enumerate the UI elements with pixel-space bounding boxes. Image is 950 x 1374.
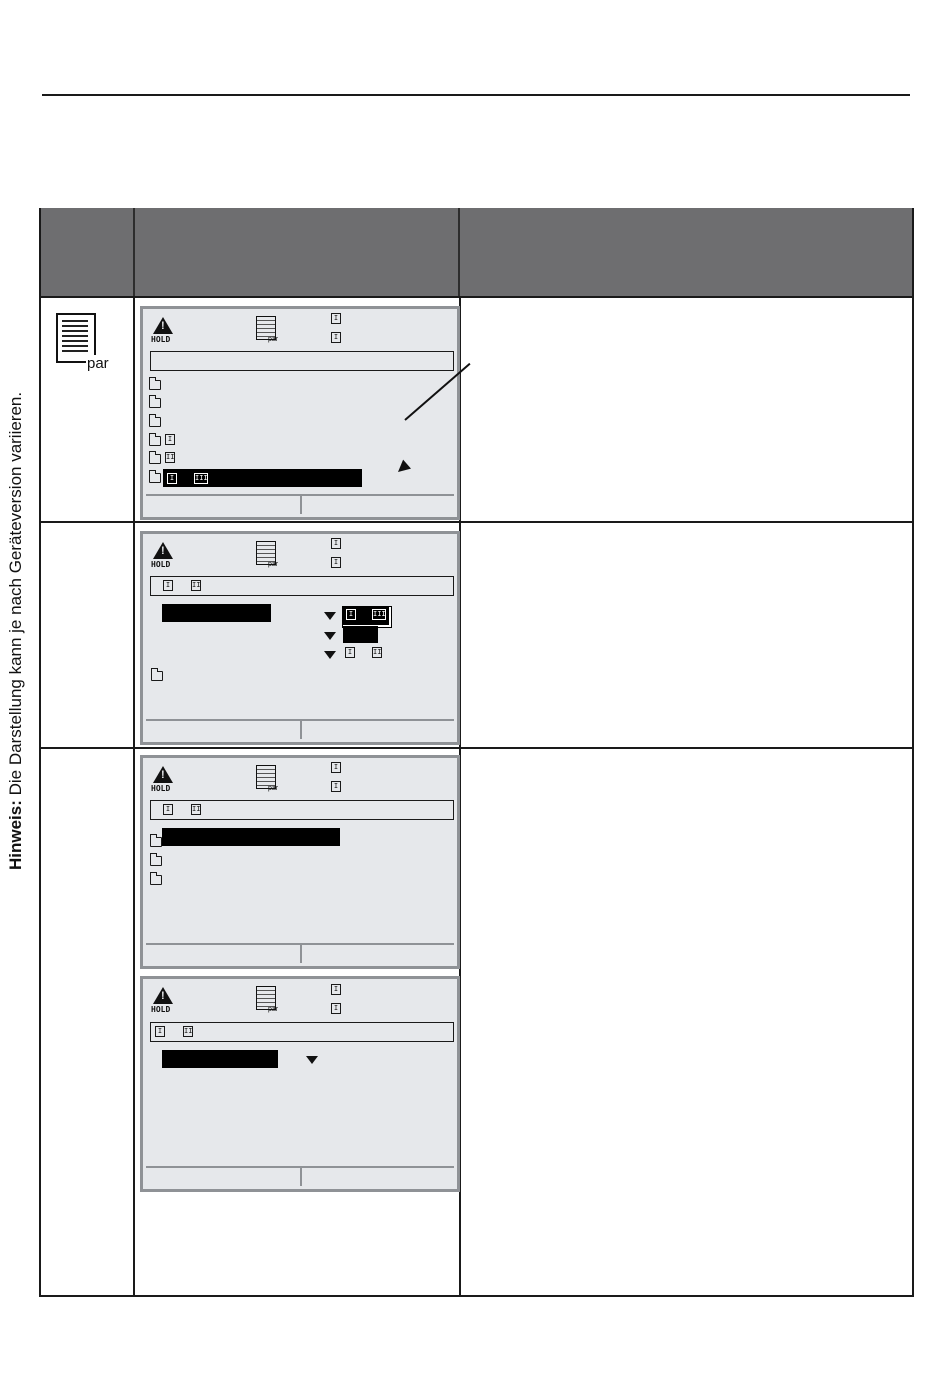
- softkey-bar[interactable]: [146, 943, 454, 963]
- channel-i-icon: I: [331, 984, 341, 995]
- channel-ii-icon: II: [166, 453, 175, 461]
- channel-i-icon: I: [331, 332, 341, 343]
- version-hint: Hinweis: Die Darstellung kann je nach Geräteversion variieren.: [6, 391, 25, 870]
- channel-i-icon: I: [155, 1026, 165, 1037]
- channel-iii-icon: III: [195, 474, 208, 482]
- hold-warning-icon: ! HOLD: [151, 317, 175, 345]
- channel-i-icon: I: [331, 538, 341, 549]
- hold-warning-icon: ! HOLD: [151, 542, 175, 570]
- row-divider: [39, 521, 914, 523]
- channel-i-icon: I: [331, 781, 341, 792]
- column-divider: [133, 296, 135, 1296]
- folder-icon: [150, 856, 162, 866]
- table-border-bottom: [39, 1295, 914, 1297]
- channel-ii-icon: II: [192, 805, 201, 813]
- header-divider: [133, 208, 135, 296]
- channel-i-icon: I: [346, 609, 356, 620]
- channel-iii-icon: III: [373, 610, 386, 618]
- folder-icon: [149, 417, 161, 427]
- folder-icon: [149, 436, 161, 446]
- dropdown-arrow-icon[interactable]: [324, 632, 336, 640]
- channel-i-icon: I: [163, 580, 173, 591]
- menu-title-bar: [150, 351, 454, 371]
- dropdown-arrow-icon[interactable]: [306, 1056, 318, 1064]
- channel-i-icon: I: [331, 313, 341, 324]
- row-divider: [39, 747, 914, 749]
- channel-i-icon: I: [331, 557, 341, 568]
- parameter-document-icon: par: [56, 313, 96, 365]
- menu-title-bar: [150, 800, 454, 820]
- dropdown-arrow-icon[interactable]: [324, 651, 336, 659]
- channel-i-icon: I: [345, 647, 355, 658]
- folder-icon: [149, 454, 161, 464]
- row-divider: [39, 296, 914, 298]
- folder-icon: [149, 473, 161, 483]
- selected-menu-item[interactable]: [162, 828, 340, 846]
- channel-i-icon: I: [331, 1003, 341, 1014]
- device-display-1: ! HOLD par I I I II I III: [140, 306, 460, 520]
- folder-icon: [149, 380, 161, 390]
- channel-ii-icon: II: [184, 1027, 193, 1035]
- selected-parameter[interactable]: [162, 604, 271, 622]
- softkey-bar[interactable]: [146, 494, 454, 514]
- device-display-3: ! HOLD par I I I II: [140, 755, 460, 969]
- folder-icon: [150, 875, 162, 885]
- softkey-bar[interactable]: [146, 1166, 454, 1186]
- folder-icon: [149, 398, 161, 408]
- dropdown-arrow-icon[interactable]: [324, 612, 336, 620]
- channel-i-icon: I: [167, 473, 177, 484]
- folder-icon: [151, 671, 163, 681]
- selected-parameter[interactable]: [162, 1050, 278, 1068]
- channel-i-icon: I: [331, 762, 341, 773]
- menu-title-bar: [150, 576, 454, 596]
- device-display-4: ! HOLD par I I I II: [140, 976, 460, 1192]
- channel-i-icon: I: [163, 804, 173, 815]
- table-border-left: [39, 208, 41, 1296]
- device-display-2: ! HOLD par I I I II I III I II: [140, 531, 460, 745]
- hold-warning-icon: ! HOLD: [151, 766, 175, 794]
- softkey-bar[interactable]: [146, 719, 454, 739]
- selected-menu-item[interactable]: [163, 469, 362, 487]
- folder-icon: [150, 837, 162, 847]
- header-divider: [458, 208, 460, 296]
- channel-ii-icon: II: [373, 648, 382, 656]
- top-rule: [42, 94, 910, 96]
- channel-i-icon: I: [165, 434, 175, 445]
- table-border-right: [912, 208, 914, 1296]
- selected-value[interactable]: [343, 626, 378, 643]
- channel-ii-icon: II: [192, 581, 201, 589]
- table-header: [40, 208, 914, 296]
- menu-title-bar: [150, 1022, 454, 1042]
- hold-warning-icon: ! HOLD: [151, 987, 175, 1015]
